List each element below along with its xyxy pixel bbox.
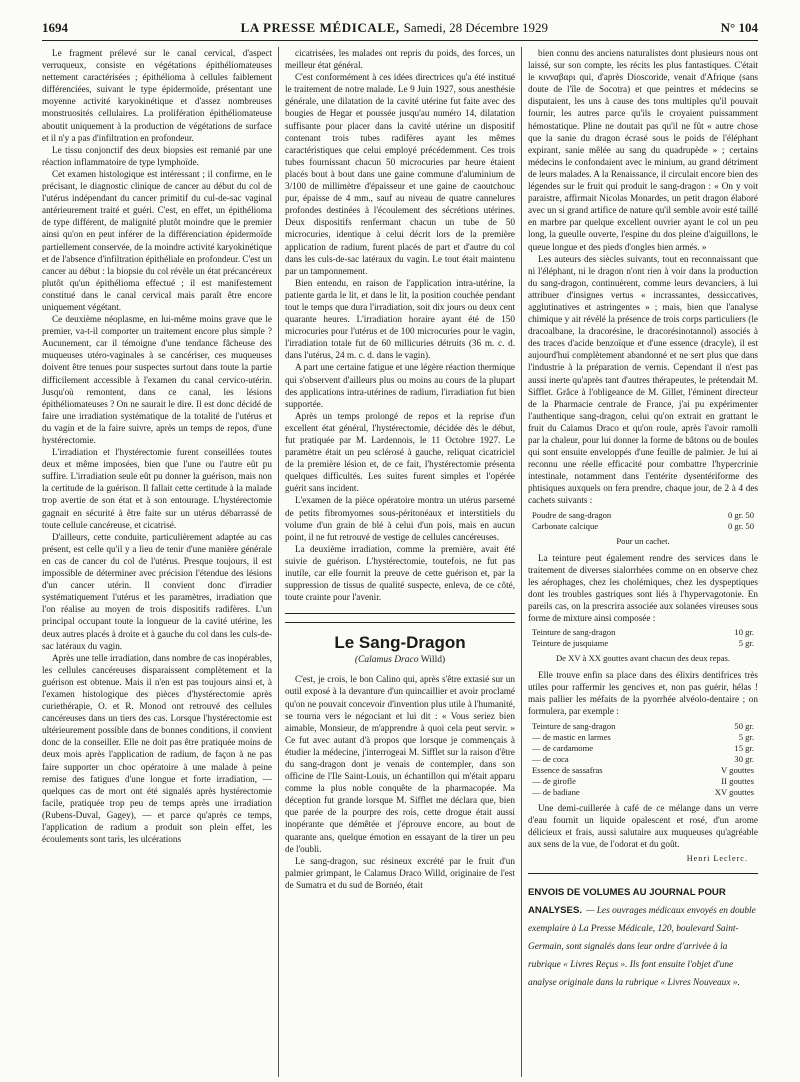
paragraph: Une demi-cuillerée à café de ce mélange dans un verre d'eau fournit un liquide opalescent et rosé, d'un arome délicieux et frais, aussi salutaire aux muqueuses qu'agréable aux sens de la vue, de l'odorat et du goût. — [528, 802, 758, 849]
paragraph: C'est, je crois, le bon Calino qui, après s'être extasié sur un outil exposé à la devanture d'un quincaillier et avoir proclamé qu'on ne pouvait concevoir d'invention plus utile à l'humanité, se tourna vers le négociant et lui dit : « Vous seriez bien aimable, Monsieur, de m'apprendre à quoi cela peut servir. » Ce fut avec autant d'à propos que lorsque je commençais à étudier la médecine, j'interrogeai M. Sifflet sur la raison d'être du sang-dragon dont je venais de contempler, dans son officine de l'Ile Saint-Louis, un échantillon qui m'était apparu comme la plus noble conquête de la pharmacopée. Ma déception fut grande lorsque M. Sifflet me déclara que, bien que parée de la pourpre des rois, cette drogue était aussi inopérante que démêtée et j'éprouve encore, au bout de quarante ans, quelque émotion en essayant de la tirer un peu de l'oubli. — [285, 674, 515, 854]
prescription-row — [528, 510, 758, 521]
prescription-row — [528, 765, 758, 776]
quantity: 50 gr. — [734, 720, 754, 731]
prescription-row — [528, 638, 758, 649]
ingredient: Teinture de sang-dragon — [532, 720, 616, 731]
author-signature: Henri Leclerc. — [686, 853, 748, 863]
quantity: 0 gr. 50 — [727, 509, 754, 520]
prescription-table — [528, 721, 758, 798]
subtitle-latin-name: (Calamus Draco — [354, 655, 419, 666]
prescription-row — [528, 743, 758, 754]
page-header — [42, 20, 758, 41]
quantity: 10 gr. — [734, 627, 754, 638]
paragraph: cicatrisées, les malades ont repris du poids, des forces, un meilleur état général. — [285, 48, 515, 71]
quantity: 0 gr. 50 — [727, 520, 754, 531]
paragraph: Le sang-dragon, suc résineux excrété par le fruit d'un palmier grimpant, le Calamus Draco Willd, originaire de l'est de Sumatra et du sud de Bornéo, était — [285, 855, 515, 890]
paragraph: La deuxième irradiation, comme la première, avait été suivie de guérison. L'hystérectomie, toutefois, ne fut pas inutile, car elle fournit la preuve de cette guérison et, par la suppression de tissus de qualité suspecte, enleva, de ce côté, toute crainte pour l'avenir. — [285, 543, 515, 603]
paragraph: Elle trouve enfin sa place dans des élixirs dentifrices très utiles pour raffermir les gencives et, non pas guérir, hélas ! mais pallier les méfaits de la pyorrhée alvéolo-dentaire ; on formulera, par exemple : — [528, 670, 758, 717]
paragraph: D'ailleurs, cette conduite, particulièrement adaptée au cas présent, est celle qu'il y a lieu de tenir d'une manière générale en cas de cancer du col de l'utérus. Presque toujours, il est impossible de déterminer avec précision l'étendue des lésions d'un cancer utérin. Il convient donc d'irradier systématiquement l'utérus et les paramètres, irradiation que l'on réalise au moyen de trois dispositifs radifères. L'un principal occupant toute la longueur de la cavité utérine, les deux autres placés à droite et à gauche du col dans les culs-de-sac latéraux du vagin. — [42, 531, 272, 651]
paragraph: Le tissu conjonctif des deux biopsies est remanié par une réaction inflammatoire de type lymphoïde. — [42, 144, 272, 167]
journal-name: LA PRESSE MÉDICALE, — [240, 20, 400, 35]
notice-title: ENVOIS DE VOLUMES AU JOURNAL POUR ANALYSES. — [528, 886, 726, 916]
paragraph: Les auteurs des siècles suivants, tout en reconnaissant que ni l'éléphant, ni le dragon n'ont rien à voir dans la production du sang-dragon, continuèrent, comme leurs devanciers, à lui attribuer d'insignes vertus « incrassantes, dessiccatives, agglutinatives et astringentes » ; mais, bien que l'analyse chimique y ait révélé la présence de trois corps particuliers (le dracoalbane, la dracorésine, le dracorésinotannol) associés à des traces d'acide benzoïque et d'une essence (dracyle), il est aujourd'hui complètement abandonné et ne sert plus que dans l'industrie à la préparation de vernis. Cependant il n'est pas aussi inerte qu'après tant d'autres thérapeutes, le prétendait M. Sifflet. Grâce à l'obligeance de M. Gillet, l'éminent directeur de la Pharmacie centrale de France, j'ai pu expérimenter l'authentique sang-dragon, celui qu'on extrait en grattant le fruit du Calamus Draco et qu'on roule, après l'avoir ramolli par la chaleur, pour lui donner la forme de bâtons ou de boules qui sont ensuite enveloppés d'une feuille de palmier. Je lui ai reconnu une réelle efficacité pour combattre l'hypercrinie intestinale, notamment dans l'entérite dysentériforme des phtisiques auxquels on fera prendre, chaque jour, de 2 à 4 des cachets suivants : — [528, 253, 758, 506]
ingredient: — de mastic en larmes — [532, 731, 611, 742]
paragraph: Ce deuxième néoplasme, en lui-même moins grave que le premier, va-t-il comporter un traitement encore plus simple ? Aucunement, car il témoigne d'une tendance fâcheuse des muqueuses utéro-vaginales à se cancériser, ces muqueuses doivent être tenues pour suspectes surtout dans toute la partie difficilement accessible à l'examen du canal cervico-utérin. Jusqu'où remontent, dans ce canal, les lésions épithéliomateuses ? On ne saurait le dire. Il est donc décidé de faire une irradiation systématique de la totalité de l'utérus et du vagin et de la faire suivre, après un temps de repos, d'une hystérectomie. — [42, 314, 272, 445]
paragraph: L'examen de la pièce opératoire montra un utérus parsemé de petits fibromyomes sous-péritonéaux et interstitiels du volume d'un grain de blé à celui d'un pois, mais en aucun point, il ne fut retrouvé de vestige de cellules cancéreuses. — [285, 495, 515, 542]
ingredient: — de coca — [532, 753, 569, 764]
issue-number: N° 104 — [720, 20, 758, 35]
issue-date: Samedi, 28 Décembre 1929 — [403, 20, 549, 35]
prescription-row — [528, 787, 758, 798]
paragraph: bien connu des anciens naturalistes dont plusieurs nous ont laissé, sur son compte, les récits les plus fantastiques. C'était le κινναβαρι qui, d'après Dioscoride, venait d'Afrique (sans doute de l'île de Socotra) et que peintres et médecins se disputaient, les uns à cause des tons multiples qu'il pouvait fournir, les autres parce qu'ils le croyaient puissamment hémostatique. Pline ne doutait pas qu'il ne fût « autre chose que la sanie du dragon écrasé sous le poids de l'éléphant expirant, sanie mêlée au sang du quadrupède » ; certains médecins le confondaient avec le minium, au grand détriment de leurs malades. A la Renaissance, il circulait encore bien des légendes sur le fruit qui produit le sang-dragon : « On y voit paraistre, affirmait Nicolas Monardes, un petit dragon élaboré avec un si grand artifice de nature qu'il semble avoir esté taillé en marbre par quelque excellent ouvrier ayant le col un peu long, la gueulle ouverte, l'espine du dos pleine d'aiguillons, le queue longue et des pieds d'ongles bien armés. » — [528, 48, 758, 252]
notice-box — [528, 882, 758, 990]
column-3 — [522, 47, 758, 1077]
prescription-table — [528, 627, 758, 649]
prescription-row — [528, 754, 758, 765]
paragraph: C'est conformément à ces idées directrices qu'a été institué le traitement de notre malade. Le 9 Juin 1927, sous anesthésie générale, une dilatation de la cavité utérine fut faite avec des bougies de Hegar et poussée jusqu'au numéro 14, dilatation suffisante pour placer dans la cavité utérine un dispositif contenant trois tubes radifères ayant les mêmes caractéristiques que celui employé précédemment. Ces trois tubes fournissant chacun 50 microcuries par heure étaient placés bout à bout dans une gaine commune d'aluminium de 3/100 de millimètre d'épaisseur et une gaine de caoutchouc pur, épaisse de 4 mm., sauf au niveau de quatre cannelures profondes destinées à l'écoulement des sécrétions utérines. Deux dispositifs renfermant chacun un tube de 50 microcuries, identique à celui décrit lors de la première application de radium, furent placés de part et d'autre du col dans les culs-de-sac latéraux du vagin. Le tout était maintenu par un tamponnement. — [285, 72, 515, 276]
ingredient: — de cardamome — [532, 742, 594, 753]
quantity: 30 gr. — [734, 753, 754, 764]
column-1 — [42, 47, 279, 1077]
prescription-row — [528, 776, 758, 787]
prescription-row — [528, 521, 758, 532]
section-divider — [285, 622, 515, 623]
subtitle-author: Willd) — [420, 655, 446, 666]
prescription-caption: Pour un cachet. — [616, 535, 670, 546]
column-2 — [279, 47, 522, 1077]
paragraph: A part une certaine fatigue et une légère réaction thermique qui s'observent d'ailleurs plus ou moins au cours de la plupart des applications intra-utérines de radium, l'irradiation fut bien supportée. — [285, 362, 515, 409]
quantity: II gouttes — [721, 775, 754, 786]
prescription-row — [528, 721, 758, 732]
quantity: 5 gr. — [738, 638, 754, 649]
ingredient: Teinture de sang-dragon — [532, 627, 616, 638]
paragraph: Cet examen histologique est intéressant ; il confirme, en le précisant, le diagnostic clinique de cancer au début du col de l'utérus indépendant du cancer primitif du cul-de-sac vaginal antérieurement traité et guéri. C'est, en effet, un épithélioma de type différent, de malignité plutôt moindre que le premier ainsi qu'on en peut inférer de la différenciation épidermoïde partiellement conservée, de la moindre activité karyokinétique et de l'absence d'infiltration épithéliale en profondeur. C'est un cancer au début : la biopsie du col révèle un état précancéreux plutôt qu'un épithélioma effectué ; il est manifestement constitué dans le canal cervical mais paraît être encore uniquement végétant. — [42, 168, 272, 312]
prescription-row — [528, 732, 758, 743]
quantity: XV gouttes — [714, 786, 754, 797]
prescription-row — [528, 627, 758, 638]
ingredient: — de badiane — [532, 786, 580, 797]
paragraph: L'irradiation et l'hystérectomie furent conseillées toutes deux et même imposées, bien que l'une ou l'autre eût pu suffire. L'irradiation seule eût pu donner la guérison, mais non la certitude de la guérison. Il fallait cette certitude à la malade trop avertie de son état et à son entourage. L'hystérectomie gagnait en sécurité à être faite sur un utérus débarrassé de toute cellule cancéreuse, et cicatrisé. — [42, 447, 272, 530]
article-subtitle — [285, 655, 515, 665]
journal-title — [241, 20, 548, 36]
quantity: 5 gr. — [738, 731, 754, 742]
ingredient: Teinture de jusquiame — [532, 638, 609, 649]
notice-body: — Les ouvrages médicaux envoyés en double exemplaire à La Presse Médicale, 120, boulevard Saint-Germain, sont signalés dans leur ordre d'arrivée à la rubrique « Livres Reçus ». Ils font ensuite l'objet d'une analyse originale dans la rubrique « Livres Nouveaux ». — [528, 905, 756, 988]
text-columns — [42, 47, 758, 1077]
paragraph: Après une telle irradiation, dans nombre de cas inopérables, les cellules cancéreuses disparaissent complètement et la guérison est obtenue. Mais il n'en est pas toujours ainsi et, à l'examen histologique des pièces d'hystérectomie après curiethérapie, O. et R. Monod ont retrouvé des cellules cancéreuses dans un tiers des cas. Lorsque l'hystérectomie est ultérieurement possible dans de bonnes conditions, il convient donc de la conseiller. Elle ne doit pas être pratiquée moins de deux mois après l'application de radium, de façon à ne pas faire supporter un choc opératoire à une malade à peine remise des fatigues d'une longue et forte irradiation, — quelques cas de mort ont été signalés après hystérectomie facile, pratiquée trop peu de temps après une irradiation (Rubens-Duval, Gagey), — et parce qu'après ce temps, l'application de radium a produit son plein effet, les écoulements sont taris, les ulcérations — [42, 652, 272, 845]
ingredient: Essence de sassafras — [532, 764, 603, 775]
paragraph: Après un temps prolongé de repos et la reprise d'un excellent état général, l'hystérectomie, décidée dès le début, fut pratiquée par M. Lardennois, le 11 Octobre 1927. Le paramètre était un peu sclérosé à gauche, reliquat cicatriciel de la première lésion et, de ce fait, l'hystérectomie présenta quelques difficultés. Les suites furent simples et l'opérée guérit sans incident. — [285, 410, 515, 494]
section-divider — [528, 873, 758, 874]
paragraph: Bien entendu, en raison de l'application intra-utérine, la patiente garda le lit, et dans le lit, la position couchée pendant tout le temps que dura l'irradiation, soit dix jours ou deux cent quarante heures. L'irradiation horaire ayant été de 150 microcuries pour l'utérus et de 100 microcuries pour le vagin, l'irradiation totale fut de 60 millicuries détruits (36 m. c. d. dans l'utérus, 24 m. c. d. dans le vagin). — [285, 277, 515, 361]
ingredient: Poudre de sang-dragon — [532, 509, 612, 520]
section-divider — [285, 613, 515, 614]
page-number: 1694 — [42, 20, 68, 35]
quantity: V gouttes — [720, 764, 754, 775]
prescription-table — [528, 510, 758, 532]
ingredient: — de girofle — [532, 775, 576, 786]
paragraph: Le fragment prélevé sur le canal cervical, d'aspect verruqueux, consiste en végétations épithéliomateuses nettement caractérisées ; épithélioma à cellules faiblement différenciées, suivant le type épidermoïde, présentant une moyenne activité karyokinétique et d'assez nombreuses monstruosités cellulaires. La prolifération épithéliomateuse aboutit uniquement à la production de végétations de surface et il n'y a pas d'infiltration en profondeur. — [42, 48, 272, 143]
prescription-caption: De XV à XX gouttes avant chacun des deux repas. — [555, 653, 731, 664]
ingredient: Carbonate calcique — [532, 520, 599, 531]
paragraph: La teinture peut également rendre des services dans le traitement de diverses sialorrhées comme on en observe chez les aérophages, chez les cholémiques, chez les dyspeptiques dont les troubles gastriques sont liés à l'hypervagotonie. En pareils cas, on la prescrira associée aux solanées vireuses sous forme de mixture ainsi composée : — [528, 552, 758, 624]
quantity: 15 gr. — [734, 742, 754, 753]
article-title: Le Sang-Dragon — [334, 633, 466, 653]
